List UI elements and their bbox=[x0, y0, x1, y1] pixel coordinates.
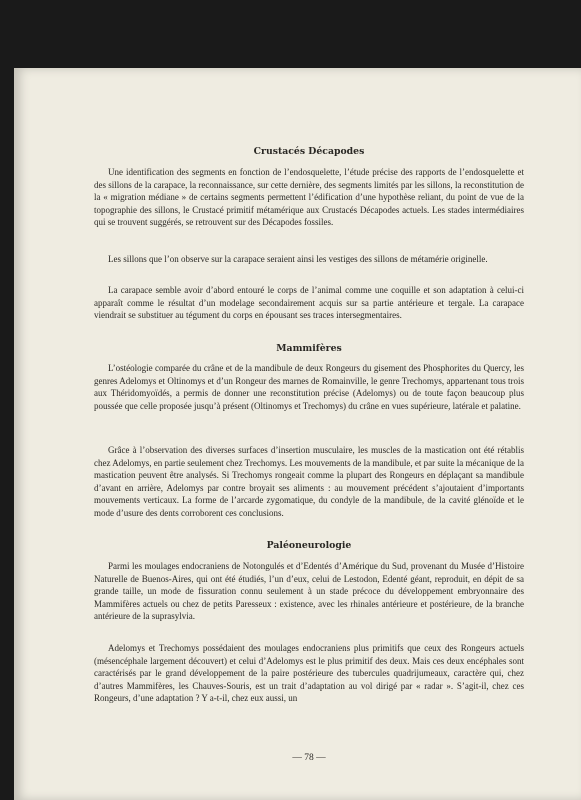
paragraph-mammiferes-1: L’ostéologie comparée du crâne et de la mandibule de deux Rongeurs du gisement des Phosphorites du Quercy, les genres Adelomys et Oltinomys et d’un Rongeur des marnes de Romainville, le genre Trechomys, appartenant tous trois aux Théridomyoïdés, a permis de donner une reconstitution précise (Adelomys) ou de toute façon beaucoup plus poussée que celle proposée jusqu’à présent (Oltinomys et Trechomys) du crâne en vues supérieure, latérale et palatine. bbox=[94, 363, 524, 411]
section-title-paleoneurologie: Paléoneurologie bbox=[266, 540, 352, 551]
paragraph-crustaces-3: La carapace semble avoir d’abord entouré le corps de l’animal comme une coquille et son adaptation à celui-ci apparaît comme le résultat d’un modelage secondairement acquis sur sa partie antérieure et tergale. La carapace viendrait se substituer au tégument du corps en épousant ses traces intersegmentaires. bbox=[94, 285, 524, 321]
paragraph-crustaces-1: Une identification des segments en fonction de l’endosquelette, l’étude précise des rapports de l’endosquelette et des sillons de la carapace, la reconnaissance, sur cette dernière, des segments limités par les sillons, la reconstitution de la « migration médiane » de certains segments permettent l’édification d’une hypothèse reliant, du point de vue de la topographie des sillons, le Crustacé primitif métamérique aux Crustacés Décapodes actuels. Les stades intermédiaires qui se trouvent suggérés, se retrouvent sur des Décapodes fossiles. bbox=[94, 167, 524, 228]
paragraph-paleoneurologie-2: Adelomys et Trechomys possédaient des moulages endocraniens plus primitifs que ceux des Rongeurs actuels (mésencéphale largement découvert) et celui d’Adelomys est le plus primitif des deux. Mais ces deux encéphales sont caractérisés par le grand développement de la paire postérieure des tubercules quadrijumeaux, caractère qui, chez d’autres Mammifères, les Chauves-Souris, est un trait d’adaptation au vol dirigé par « radar ». S’agit-il, chez ces Rongeurs, d’une adaptation ? Y a-t-il, chez eux aussi, un bbox=[94, 643, 524, 704]
section-title-mammiferes: Mammifères bbox=[276, 343, 342, 354]
document-page bbox=[14, 68, 581, 800]
section-title-crustaces: Crustacés Décapodes bbox=[253, 146, 365, 157]
paragraph-crustaces-2: Les sillons que l’on observe sur la carapace seraient ainsi les vestiges des sillons de métamérie originelle. bbox=[108, 254, 488, 264]
paragraph-paleoneurologie-1: Parmi les moulages endocraniens de Notongulés et d’Edentés d’Amérique du Sud, provenant du Musée d’Histoire Naturelle de Buenos-Aires, qui ont été étudiés, l’un d’eux, celui de Lestodon, Edenté géant, reproduit, en dépit de sa grande taille, un mode de fissuration connu seulement à un stade précoce du développement embryonnaire des Mammifères actuels ou chez de petits Paresseux : existence, avec les rhinales antérieure et postérieure, de la branche antérieure de la suprasylvia. bbox=[94, 561, 524, 622]
paragraph-mammiferes-2: Grâce à l’observation des diverses surfaces d’insertion musculaire, les muscles de la mastication ont été rétablis chez Adelomys, en partie seulement chez Trechomys. Les mouvements de la mandibule, et par suite la mécanique de la mastication peuvent être analysés. Si Trechomys rongeait comme la plupart des Rongeurs en déplaçant sa mandibule d’avant en arrière, Adelomys par contre broyait ses aliments : au mouvement précédent s’ajoutaient d’importants mouvements verticaux. La forme de l’arcarde zygomatique, du condyle de la mandibule, de la cavité glénoïde et le mode d’usure des dents corroborent ces conclusions. bbox=[94, 445, 524, 518]
page-number: — 78 — bbox=[292, 753, 326, 763]
